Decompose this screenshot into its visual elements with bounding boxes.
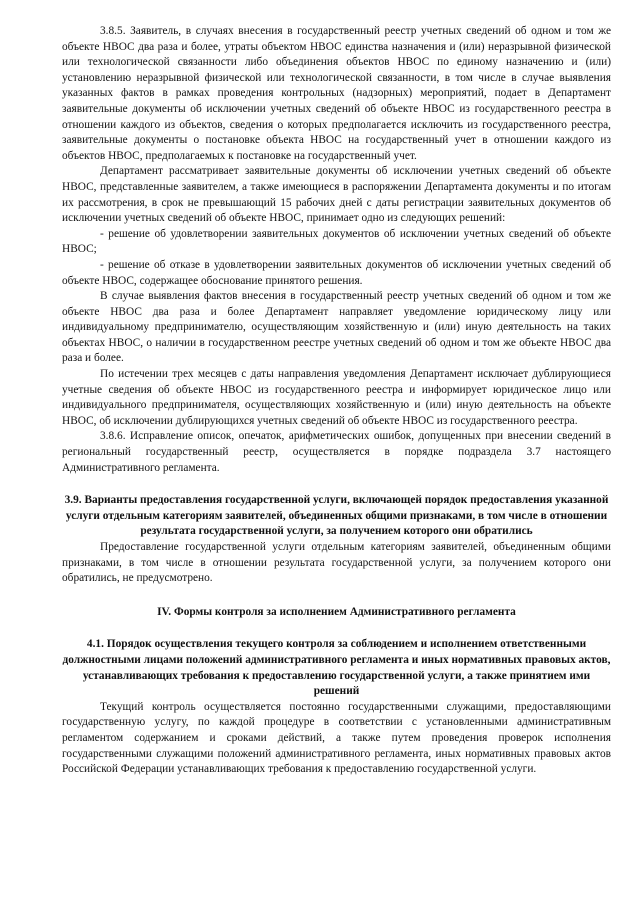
list-item-refuse: - решение об отказе в удовлетворении заявительных документов об исключении учетных сведений об объекте НВОС, содержащее обоснование принятого решения. [62,258,611,287]
paragraph-3-8-5: 3.8.5. Заявитель, в случаях внесения в государственный реестр учетных сведений об одном и том же объекте НВОС два раза и более, утраты объектом НВОС единства назначения и (или) неразрывной физической или технологической связанности либо объединения объектов НВОС по единому назначению и (или) установлению неразрывной физической или технологической связанности, в том числе в случае выявления указанных фактов в рамках проведения контрольных (надзорных) мероприятий, подает в Департамент заявительные документы об исключении учетных сведений об объекте НВОС из государственного реестра в отношении каждого из объектов, сведения о которых предполагается исключить из государственного реестра, заявительные документы о постановке объекта НВОС на государственный учет в отношении каждого из объектов НВОС, предполагаемых к постановке на государственный учет. [62,25,611,162]
heading-section-iv: IV. Формы контроля за исполнением Административного регламента [157,605,516,618]
heading-4-1: 4.1. Порядок осуществления текущего контроля за соблюдением и исполнением ответственными должностными лицами положений административного регламента и иных нормативных правовых актов, устанавливающих требования к предоставлению государственной услуги, а также принятием ими решений [62,638,611,698]
paragraph-three-months: По истечении трех месяцев с даты направления уведомления Департамент исключает дублирующиеся учетные сведения об объекте НВОС из государственного реестра и информирует юридическое лицо или индивидуального предпринимателя, осуществляющих хозяйственную и (или) иную деятельность на объекте НВОС, об исключении дублирующихся учетных сведений об объекте НВОС из государственного реестра. [62,368,611,427]
heading-3-9: 3.9. Варианты предоставления государственной услуги, включающей порядок предоставления указанной услуги отдельным категориям заявителей, объединенных общими признаками, в том числе в отношении результата государственной услуги, за получением которого они обратились [64,494,609,538]
paragraph-department-review: Департамент рассматривает заявительные документы об исключении учетных сведений об объекте НВОС, представленные заявителем, а также имеющиеся в распоряжении Департамента документы и по итогам их рассмотрения, в срок не превышающий 15 рабочих дней с даты регистрации заявительных документов об исключении учетных сведений об объекте НВОС, принимает одно из следующих решений: [62,165,611,225]
list-item-approve: - решение об удовлетворении заявительных документов об исключении учетных сведений об объекте НВОС; [62,227,611,256]
paragraph-current-control: Текущий контроль осуществляется постоянно государственными служащими, предоставляющими государственную услугу, по каждой процедуре в соответствии с установленными административным регламентом содержанием и сроками действий, а также путем проведения проверок исполнения государственными служащими положений административного регламента, иных нормативных правовых актов Российской Федерации устанавливающих требования к предоставлению государственной услуги. [62,700,611,776]
paragraph-3-8-6: 3.8.6. Исправление описок, опечаток, арифметических ошибок, допущенных при внесении сведений в региональный государственный реестр, осуществляется в порядке подраздела 3.7 настоящего Административного регламента. [62,430,611,474]
paragraph-not-provided: Предоставление государственной услуги отдельным категориям заявителей, объединенным общими признаками, в том числе в отношении результата государственной услуги, за получением которого они обратились, не предусмотрено. [62,541,611,585]
paragraph-duplicate-facts: В случае выявления фактов внесения в государственный реестр учетных сведений об одном и том же объекте НВОС два раза и более Департамент направляет уведомление юридическому лицу или индивидуальному предпринимателю, осуществляющим хозяйственную и (или) иную деятельность на таких объектах НВОС, о наличии в государственном реестре учетных сведений об одном и том же объекте НВОС два раза и более. [62,290,611,365]
document-page [62,24,611,778]
